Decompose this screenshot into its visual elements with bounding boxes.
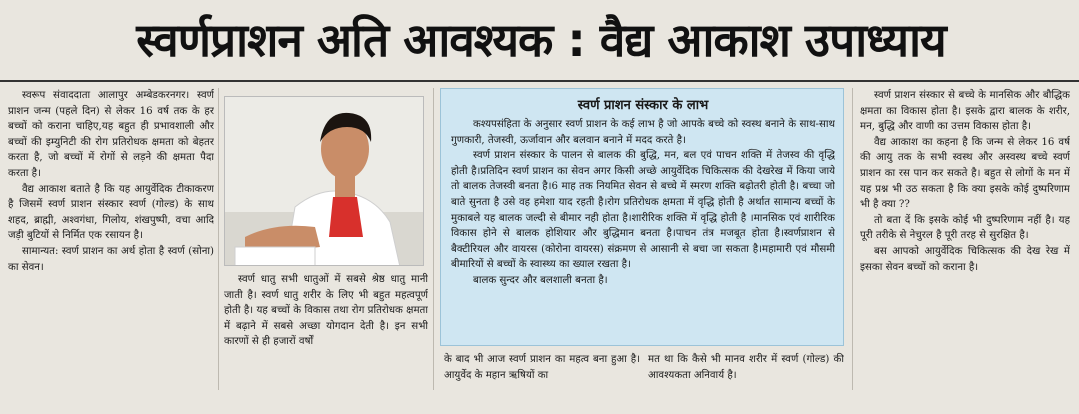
col4-paragraph-2: वैद्य आकाश का कहना है कि जन्म से लेकर 16 वर्ष की आयु तक के सभी स्वस्थ और अस्वस्थ बच्चे स्वर्ण प्राशन का रस पान कर सकते है। बहुत से लोगों के मन में यह प्रश्न भी उठ सकता है कि क्या इसके कोई दुष्परिणाम भी है क्या ?? [860, 136, 1070, 211]
column-divider [852, 88, 853, 390]
col3a-text: के बाद भी आज स्वर्ण प्राशन का महत्व बना हुआ है। आयुर्वेद के महान ऋषियों का [444, 354, 640, 381]
col1-paragraph-1: स्वरूप संवाददाता आलापुर अम्बेडकरनगर। स्वर्ण प्राशन जन्म (पहले दिन) से लेकर 16 वर्ष तक के हर बच्चों को कराना चाहिए,यह बहुत ही प्रभावशाली और बच्चों की इम्युनिटी की रोग प्रतिरोधक क्षमता को बेहतर करता है, जो बच्चों में रोगों से लड़ने की क्षमता पैदा करता है। [8, 90, 214, 179]
headline-rule [0, 80, 1079, 82]
benefits-box [440, 88, 844, 346]
column-4 [860, 88, 1070, 388]
col4-paragraph-4: बस आपको आयुर्वेदिक चिकित्सक की देख रेख में इसका सेवन बच्चों को कराना है। [860, 245, 1070, 273]
box-paragraph-3: बालक सुन्दर और बलशाली बनता है। [473, 274, 608, 286]
benefits-box-body [451, 117, 835, 343]
col2-paragraph-1: स्वर्ण धातु सभी धातुओं में सबसे श्रेष्ठ धातु मानी जाती है। स्वर्ण धातु शरीर के लिए भी बहुत महत्वपूर्ण होती है। यह बच्चों के विकास तथा रोग प्रतिरोधक क्षमता में बढ़ाने में सबसे अच्छा योगदान देती है। इन सभी कारणों से ही हजारों वर्षों [224, 274, 428, 348]
column-3a [444, 352, 640, 392]
col4-paragraph-1: स्वर्ण प्राशन संस्कार से बच्चे के मानसिक और बौद्धिक क्षमता का विकास होता है। इसके द्वारा बालक के शरीर, मन, बुद्धि और वाणी का उत्तम विकास होता है। [860, 90, 1070, 133]
portrait-photo [224, 96, 424, 266]
box-paragraph-2: स्वर्ण प्राशन संस्कार के पालन से बालक की बुद्धि, मन, बल एवं पाचन शक्ति में तेजस्व की वृद्धि होती है।प्रतिदिन स्वर्ण प्राशन का सेवन अगर किसी अच्छे आयुर्वेदिक चिकित्सक की देखरेख में किया जाये तो बालक तेजस्वी बनता है।6 माह तक नियमित सेवन से बच्चे में स्मरण शक्ति बढ़ोतरी होती है। बच्चा जो बाते सुनता है उसे वह हमेशा याद रहती है।रोग प्रतिरोधक क्षमता में वृद्धि होती है अर्थात सामान्य बच्चों के मुकाबले यह बालक जल्दी से बीमार नही होता है।शारीरिक शक्ति में वृद्धि होती है ।मानसिक एवं शारीरिक विकास होने से बालक होशियार और बुद्धिमान बनता है।पाचन तंत्र मजबूत होता है।स्वर्णप्राशन से बैक्टीरियल और वायरस (कोरोना वायरस) संक्रमण से आसानी से बचा जा सकता है।महामारी एवं मौसमी बीमारियों से बच्चों के स्वास्थ्य का ख्याल रखता है। [451, 150, 835, 271]
box-paragraph-1: कश्यपसंहिता के अनुसार स्वर्ण प्राशन के कई लाभ है जो आपके बच्चे को स्वस्थ बनाने के साथ-साथ गुणकारी, तेजस्वी, ऊर्जावान और बलवान बनाने में मदद करते है। [451, 119, 835, 146]
column-1 [8, 88, 214, 388]
tshirt-shape [329, 197, 363, 237]
col1-paragraph-2: वैद्य आकाश बताते है कि यह आयुर्वेदिक टीकाकरण है जिसमें स्वर्ण प्राशन संस्कार स्वर्ण (गोल्ड) के साथ शहद, ब्राह्मी, अश्वगंधा, गिलोय, शंखपुष्पी, वचा आदि जड़ी बुटियों से निर्मित एक रसायन है। [8, 183, 214, 242]
headline: स्वर्णप्राशन अति आवश्यक : वैद्य आकाश उपाध्याय [136, 13, 946, 67]
column-divider [218, 88, 219, 390]
col4-paragraph-3: तो बता दें कि इसके कोई भी दुष्परिणाम नहीं है। यह पूरी तरीके से नेचुरल है पूरी तरह से सुरक्षित है। [860, 214, 1070, 242]
benefits-box-title: स्वर्ण प्राशन संस्कार के लाभ [577, 98, 709, 113]
column-divider [433, 88, 434, 390]
portrait-illustration [225, 97, 424, 266]
column-3b [648, 352, 844, 392]
col3b-text: मत था कि कैसे भी मानव शरीर में स्वर्ण (गोल्ड) की आवश्यकता अनिवार्य है। [648, 354, 844, 381]
col1-paragraph-3: सामान्यत: स्वर्ण प्राशन का अर्थ होता है स्वर्ण (सोना) का सेवन। [8, 245, 214, 273]
column-2 [224, 272, 428, 392]
